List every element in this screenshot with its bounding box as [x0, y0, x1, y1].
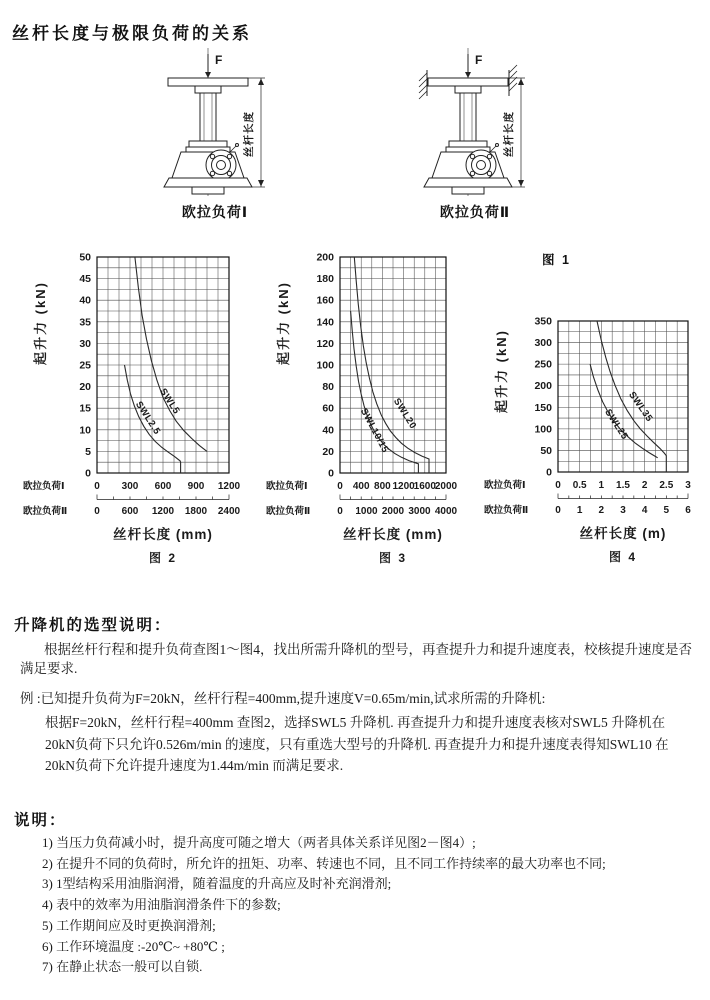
axis-tick-label: 2400 [217, 506, 241, 517]
jack-body [424, 78, 512, 194]
axis-tick-label: 400 [352, 481, 370, 492]
grid-lines [97, 257, 229, 473]
y-tick-label: 350 [534, 315, 552, 328]
axis-tick-label: 0.5 [572, 480, 587, 491]
axis-tick-label: 900 [187, 481, 205, 492]
chart-fig4 [478, 247, 710, 586]
axis-tick-label: 1800 [184, 506, 208, 517]
axis-tick-label: 3000 [408, 506, 431, 517]
y-tick-label: 120 [316, 337, 334, 350]
axis-row-label: 欧拉负荷Ⅱ [23, 506, 68, 517]
curve-label: SWL10/15 [358, 406, 391, 455]
screw-length-dim-label: 丝杆长度 [242, 111, 255, 157]
jack-body [164, 78, 252, 194]
y-tick-label: 160 [316, 294, 334, 307]
jack-drawing-euler2 [400, 46, 550, 222]
axis-tick-label: 600 [154, 481, 172, 492]
y-tick-label: 50 [540, 444, 552, 457]
grid-lines [558, 321, 688, 472]
force-arrow [205, 54, 211, 78]
y-tick-label: 100 [534, 423, 552, 436]
chart-svg [478, 247, 710, 581]
axis-tick-label: 1000 [355, 506, 378, 517]
axis-tick-label: 4 [641, 505, 648, 516]
y-tick-label: 40 [79, 294, 91, 307]
note-item: 4) 表中的效率为用油脂润滑条件下的参数; [42, 897, 281, 913]
y-tick-label: 300 [534, 337, 552, 350]
axis-row-label: 欧拉负荷Ⅱ [484, 505, 529, 516]
chart-fig3 [260, 247, 495, 586]
axis-tick-label: 1200 [392, 481, 415, 492]
jack-svg-euler2 [408, 46, 543, 198]
axis-tick-label: 3 [620, 505, 626, 516]
note-item: 2) 在提升不同的负荷时，所允许的扭矩、功率、转速也不同，且不同工作持续率的最大功率也不同; [42, 855, 606, 871]
notes-heading: 说明： [14, 812, 67, 829]
axis-tick-label: 5 [663, 505, 670, 516]
curve-label: SWL5 [157, 386, 182, 417]
axis-tick-label: 1200 [217, 481, 241, 492]
axis-tick-label: 2 [641, 480, 648, 491]
y-tick-label: 50 [79, 251, 91, 264]
axis-ruler [558, 494, 688, 499]
y-tick-label: 100 [316, 359, 334, 372]
x-axis-label: 丝杆长度 (m) [579, 526, 667, 541]
axis-ruler [97, 495, 229, 500]
y-tick-label: 150 [534, 401, 552, 414]
jack-svg-euler1 [148, 46, 283, 198]
axis-tick-label: 0 [337, 481, 343, 492]
force-label: F [474, 53, 482, 67]
y-tick-label: 80 [322, 381, 334, 394]
selection-heading: 升降机的选型说明： [14, 617, 172, 634]
note-item: 7) 在静止状态一般可以自锁. [42, 959, 203, 975]
y-tick-label: 20 [322, 445, 334, 458]
screw-length-dim-label: 丝杆长度 [502, 111, 515, 157]
axis-row-label: 欧拉负荷Ⅰ [266, 481, 308, 492]
selection-paragraph-1: 根据丝杆行程和提升负荷查图1～图4，找出所需升降机的型号，再查提升力和提升速度表，校核提升速度是否满足要求. [20, 642, 692, 676]
figure-caption: 图 2 [148, 551, 178, 565]
y-tick-label: 250 [534, 358, 552, 371]
chart-fig2 [18, 247, 258, 586]
y-tick-label: 15 [79, 402, 91, 415]
y-tick-label: 140 [316, 316, 334, 329]
y-tick-label: 200 [534, 380, 552, 393]
figure1-label: 图 1 [542, 253, 571, 267]
note-item: 6) 工作环境温度 :-20℃~ +80℃ ; [42, 938, 225, 954]
curve-label: SWL2.5 [132, 399, 163, 437]
axis-tick-label: 0 [94, 481, 100, 492]
x-axis-label: 丝杆长度 (mm) [343, 527, 443, 542]
curve-label: SWL25 [602, 407, 631, 442]
y-tick-label: 10 [79, 424, 91, 437]
force-arrow [465, 54, 471, 78]
y-tick-label: 60 [322, 402, 334, 415]
note-item: 5) 工作期间应及时更换润滑剂; [42, 917, 216, 933]
axis-tick-label: 4000 [434, 506, 458, 517]
x-axis-label: 丝杆长度 (mm) [113, 527, 213, 542]
axis-row-label: 欧拉负荷Ⅰ [484, 480, 526, 491]
y-tick-label: 35 [79, 316, 91, 329]
y-axis-title: 起升力 (kN) [276, 281, 291, 365]
y-tick-label: 25 [79, 359, 91, 372]
euler1-caption: 欧拉负荷Ⅰ [181, 204, 249, 220]
curve-label: SWL35 [626, 389, 655, 425]
axis-tick-label: 300 [121, 481, 139, 492]
axis-tick-label: 600 [121, 506, 139, 517]
axis-tick-label: 1600 [413, 481, 436, 492]
figure-caption: 图 3 [378, 551, 408, 565]
axis-tick-label: 0 [555, 505, 561, 516]
force-label: F [214, 53, 222, 67]
curve-label: SWL20 [390, 396, 419, 432]
page-title: 丝杆长度与极限负荷的关系 [12, 24, 252, 44]
y-tick-label: 30 [79, 337, 91, 350]
y-axis-title: 起升力 (kN) [494, 329, 509, 413]
note-item: 1) 当压力负荷减小时，提升高度可随之增大（两者具体关系详见图2－图4）; [42, 835, 476, 850]
axis-tick-label: 0 [555, 480, 561, 491]
axis-tick-label: 6 [685, 505, 691, 516]
axis-row-label: 欧拉负荷Ⅰ [23, 481, 65, 492]
y-tick-label: 20 [79, 381, 91, 394]
y-tick-label: 0 [85, 467, 91, 480]
notes-list [42, 833, 697, 978]
chart-svg [260, 247, 495, 581]
figure-caption: 图 4 [608, 550, 638, 564]
y-tick-label: 0 [546, 466, 552, 479]
axis-tick-label: 2 [598, 505, 605, 516]
jack-drawing-euler1 [140, 46, 290, 222]
axis-tick-label: 3 [685, 480, 691, 491]
y-tick-label: 5 [85, 445, 91, 458]
note-item: 3) 1型结构采用油脂润滑，随着温度的升高应及时补充润滑剂; [42, 876, 392, 892]
y-tick-label: 40 [322, 424, 334, 437]
y-tick-label: 45 [79, 273, 91, 286]
axis-ruler [340, 495, 446, 500]
axis-tick-label: 800 [374, 481, 391, 492]
y-tick-label: 180 [316, 273, 334, 286]
chart-svg [18, 247, 258, 581]
y-axis-title: 起升力 (kN) [33, 281, 48, 365]
axis-tick-label: 1 [576, 505, 583, 516]
axis-tick-label: 1 [598, 480, 605, 491]
selection-paragraph-2: 根据F=20kN，丝杆行程=400mm 查图2，选择SWL5 升降机. 再查提升力和提升速度表核对SWL5 升降机在20kN负荷下只允许0.526m/min 的速度，只有重选大型号的升降机. 再查提升力和提升速度表得知SWL10 在20kN负荷下允许提升速度为1.44m/min 而满足要求. [45, 715, 669, 773]
axis-tick-label: 2000 [434, 481, 458, 492]
axis-row-label: 欧拉负荷Ⅱ [266, 506, 311, 517]
axis-tick-label: 0 [337, 506, 343, 517]
y-tick-label: 200 [316, 251, 334, 264]
axis-tick-label: 0 [94, 506, 100, 517]
euler2-caption: 欧拉负荷Ⅱ [439, 204, 511, 220]
axis-tick-label: 2.5 [659, 480, 674, 491]
axis-tick-label: 1200 [151, 506, 175, 517]
axis-tick-label: 2000 [381, 506, 405, 517]
selection-example: 例 :已知提升负荷为F=20kN，丝杆行程=400mm,提升速度V=0.65m/min,试求所需的升降机: [20, 691, 546, 706]
y-tick-label: 0 [328, 467, 334, 480]
axis-tick-label: 1.5 [616, 480, 630, 491]
